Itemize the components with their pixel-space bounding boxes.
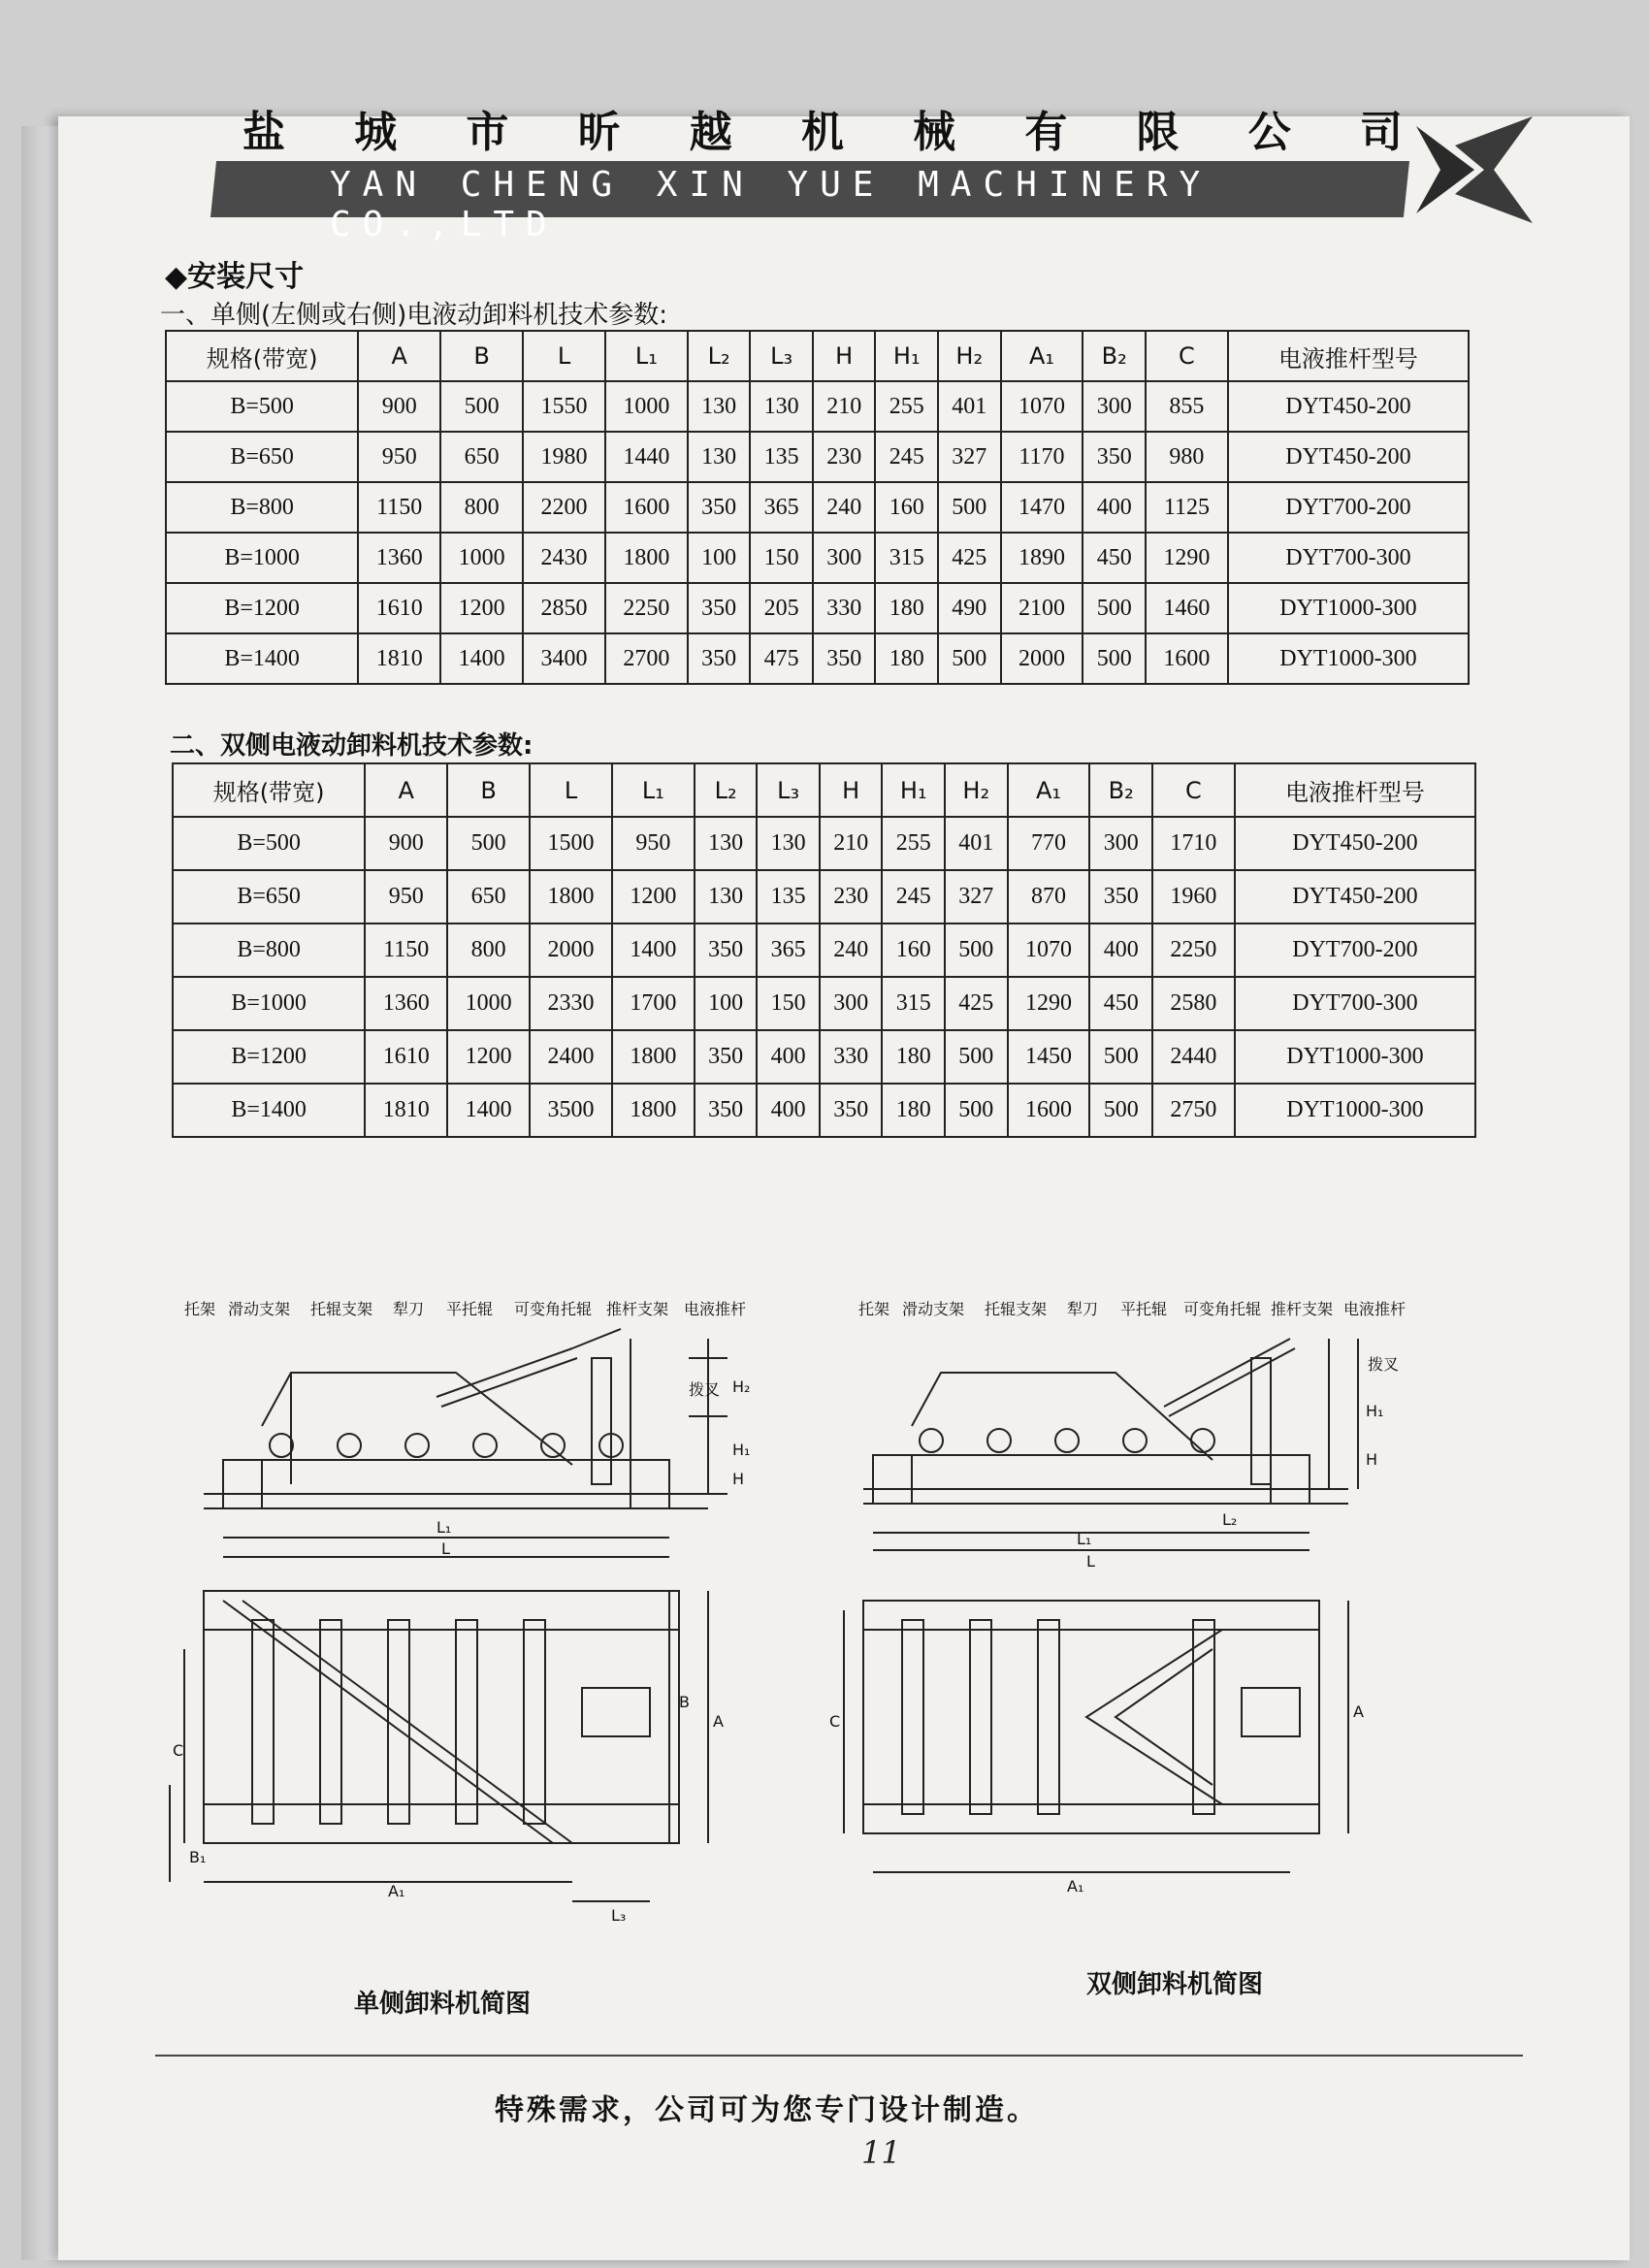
table2-cell: 150 (757, 977, 820, 1030)
table1-cell: 1070 (1001, 381, 1083, 432)
table1-header-cell: L (523, 331, 605, 381)
table2-cell: 330 (820, 1030, 883, 1084)
table1-cell: 500 (440, 381, 523, 432)
table2-cell: 401 (945, 817, 1008, 870)
table2-header-cell: H₂ (945, 763, 1008, 817)
table2-cell: 350 (695, 923, 758, 977)
dim-A-right: A (1353, 1702, 1364, 1721)
table1-cell: 2200 (523, 482, 605, 533)
table1-row (166, 381, 1469, 432)
table2-row (173, 1030, 1475, 1084)
table1-cell: 180 (875, 583, 938, 633)
table2-cell: 1200 (447, 1030, 530, 1084)
table2-cell: DYT450-200 (1235, 870, 1475, 923)
table2-cell: 1700 (612, 977, 695, 1030)
table2-header-cell: A (365, 763, 447, 817)
dim-A1-left: A₁ (388, 1882, 405, 1900)
table2-header-cell: 规格(带宽) (173, 763, 365, 817)
double-side-elevation (863, 1339, 1358, 1550)
table1-cell: 980 (1146, 432, 1228, 482)
table2-cell: 350 (1089, 870, 1152, 923)
table1-cell: 327 (938, 432, 1001, 482)
table1-cell: 2430 (523, 533, 605, 583)
double-side-spec-table (172, 762, 1476, 1138)
table2-cell: 365 (757, 923, 820, 977)
table1-cell: 1400 (440, 633, 523, 684)
table2-cell: 1600 (1008, 1084, 1090, 1137)
table1-cell: 1600 (605, 482, 688, 533)
table1-cell: 210 (813, 381, 876, 432)
table2-header-cell: B (447, 763, 530, 817)
table1-cell: 1550 (523, 381, 605, 432)
table1-cell: 855 (1146, 381, 1228, 432)
table2-cell: 130 (695, 817, 758, 870)
table1-header-cell: H (813, 331, 876, 381)
caption-double-side: 双侧卸料机简图 (1086, 1970, 1264, 1999)
label-flat-idler-left: 平托辊 (446, 1300, 494, 1318)
table2-cell: B=500 (173, 817, 365, 870)
table2-cell: 2000 (530, 923, 612, 977)
table2-cell: 180 (882, 1030, 945, 1084)
table1-cell: 245 (875, 432, 938, 482)
table2-cell: 500 (945, 1030, 1008, 1084)
table2-cell: 1800 (612, 1084, 695, 1137)
table1-cell: 1470 (1001, 482, 1083, 533)
table2-cell: B=1000 (173, 977, 365, 1030)
table1-cell: 300 (1083, 381, 1146, 432)
table1-cell: DYT700-300 (1228, 533, 1469, 583)
table2-header-cell: A₁ (1008, 763, 1090, 817)
dim-B-left: B (679, 1693, 690, 1711)
table1-header-row (166, 331, 1469, 381)
single-side-plan (170, 1591, 708, 1901)
table1-cell: 180 (875, 633, 938, 684)
table2-cell: 315 (882, 977, 945, 1030)
company-logo-icon (1416, 116, 1533, 223)
table1-cell: B=650 (166, 432, 358, 482)
table1-cell: B=1400 (166, 633, 358, 684)
table1-cell: B=1200 (166, 583, 358, 633)
dim-H1-left: H₁ (732, 1441, 751, 1459)
table2-cell: 135 (757, 870, 820, 923)
dim-L-right: L (1086, 1552, 1095, 1571)
caption-single-side: 单侧卸料机简图 (354, 1990, 532, 2019)
table1-cell: 1890 (1001, 533, 1083, 583)
table2-cell: 230 (820, 870, 883, 923)
table2-cell: 1360 (365, 977, 447, 1030)
label-sliding-frame-right: 滑动支架 (902, 1300, 965, 1318)
table2-row (173, 923, 1475, 977)
table2-header-cell: L₁ (612, 763, 695, 817)
label-bracket-right: 托架 (858, 1300, 890, 1318)
table1-cell: 135 (750, 432, 813, 482)
label-idler-frame-right: 托辊支架 (985, 1300, 1048, 1318)
book-spine (21, 126, 60, 2260)
table1-header-cell: L₂ (688, 331, 751, 381)
table2-cell: 1000 (447, 977, 530, 1030)
table2-cell: 255 (882, 817, 945, 870)
table2-header-cell: B₂ (1089, 763, 1152, 817)
table2-cell: DYT1000-300 (1235, 1084, 1475, 1137)
footer-slogan: 特殊需求，公司可为您专门设计制造。 (495, 2093, 1039, 2127)
table2-header-cell: L₃ (757, 763, 820, 817)
company-name-en: YAN CHENG XIN YUE MACHINERY CO.,LTD (330, 165, 1212, 244)
table1-header-cell: 规格(带宽) (166, 331, 358, 381)
table1-cell: 350 (688, 583, 751, 633)
table2-row (173, 870, 1475, 923)
table1-cell: 1290 (1146, 533, 1228, 583)
table2-cell: 870 (1008, 870, 1090, 923)
table2-cell: 450 (1089, 977, 1152, 1030)
table2-cell: 2750 (1152, 1084, 1235, 1137)
table2-cell: 2330 (530, 977, 612, 1030)
table2-cell: 500 (1089, 1030, 1152, 1084)
table2-cell: 1400 (612, 923, 695, 977)
table1-cell: 150 (750, 533, 813, 583)
dim-A1-right: A₁ (1067, 1877, 1084, 1895)
dim-L2-right: L₂ (1222, 1510, 1238, 1529)
table1-cell: 1125 (1146, 482, 1228, 533)
dim-H2-left: H₂ (732, 1377, 751, 1396)
table1-cell: 100 (688, 533, 751, 583)
table2-cell: 950 (612, 817, 695, 870)
table1-cell: 500 (1083, 583, 1146, 633)
dim-L-left: L (441, 1539, 450, 1558)
table2-row (173, 977, 1475, 1030)
table2-cell: B=1200 (173, 1030, 365, 1084)
table1-cell: DYT700-200 (1228, 482, 1469, 533)
table2-header-cell: C (1152, 763, 1235, 817)
table2-row (173, 1084, 1475, 1137)
table1-cell: 1440 (605, 432, 688, 482)
table1-cell: 240 (813, 482, 876, 533)
table1-cell: 490 (938, 583, 1001, 633)
company-name-cn: 盐 城 市 昕 越 机 械 有 限 公 司 (242, 108, 1406, 157)
label-bracket-left: 托架 (184, 1300, 216, 1318)
section-heading: ◆安装尺寸 (165, 260, 305, 294)
table2-cell: 2400 (530, 1030, 612, 1084)
label-pushrod-frame-right: 推杆支架 (1271, 1300, 1334, 1318)
table1-cell: 1810 (358, 633, 440, 684)
table1-row (166, 432, 1469, 482)
table1-cell: 365 (750, 482, 813, 533)
table1-cell: 315 (875, 533, 938, 583)
table1-cell: B=1000 (166, 533, 358, 583)
table1-cell: 900 (358, 381, 440, 432)
table1-cell: 350 (688, 633, 751, 684)
dim-L1-left: L₁ (436, 1518, 452, 1537)
table2-cell: 130 (757, 817, 820, 870)
table1-cell: 2250 (605, 583, 688, 633)
table2-cell: DYT700-200 (1235, 923, 1475, 977)
table2-header-row (173, 763, 1475, 817)
table2-cell: 2580 (1152, 977, 1235, 1030)
table2-cell: 327 (945, 870, 1008, 923)
dim-A-left: A (713, 1712, 724, 1731)
dim-C-right: C (829, 1712, 841, 1731)
double-side-plan (844, 1601, 1348, 1872)
table1-cell: 1200 (440, 583, 523, 633)
table2-cell: 500 (1089, 1084, 1152, 1137)
table2-cell: 1800 (530, 870, 612, 923)
table1-header-cell: B (440, 331, 523, 381)
table2-cell: 1070 (1008, 923, 1090, 977)
table1-cell: B=500 (166, 381, 358, 432)
table1-cell: 350 (1083, 432, 1146, 482)
table2-cell: 770 (1008, 817, 1090, 870)
table2-row (173, 817, 1475, 870)
dim-L1-right: L₁ (1077, 1530, 1092, 1548)
table2-cell: DYT450-200 (1235, 817, 1475, 870)
table2-cell: 400 (1089, 923, 1152, 977)
table1-cell: 1150 (358, 482, 440, 533)
table1-header-cell: B₂ (1083, 331, 1146, 381)
table1-cell: 450 (1083, 533, 1146, 583)
table2-cell: 500 (447, 817, 530, 870)
label-pushrod-frame-left: 推杆支架 (606, 1300, 669, 1318)
table1-cell: 2700 (605, 633, 688, 684)
table2-cell: 350 (695, 1084, 758, 1137)
table1-cell: 475 (750, 633, 813, 684)
label-electro-pushrod-left: 电液推杆 (684, 1300, 747, 1318)
dim-C-left: C (173, 1741, 184, 1760)
table2-cell: B=1400 (173, 1084, 365, 1137)
table1-cell: 950 (358, 432, 440, 482)
table1-cell: 2850 (523, 583, 605, 633)
table1-cell: 401 (938, 381, 1001, 432)
table1-cell: 650 (440, 432, 523, 482)
table1-cell: 500 (1083, 633, 1146, 684)
table1-cell: 2000 (1001, 633, 1083, 684)
table2-cell: 400 (757, 1084, 820, 1137)
table1-header-cell: 电液推杆型号 (1228, 331, 1469, 381)
table2-cell: 300 (820, 977, 883, 1030)
table1-cell: 205 (750, 583, 813, 633)
table1-header-cell: L₃ (750, 331, 813, 381)
single-side-elevation (204, 1329, 728, 1557)
dim-H-right: H (1366, 1450, 1378, 1469)
table2-cell: 180 (882, 1084, 945, 1137)
table2-header-cell: L (530, 763, 612, 817)
table1-cell: 2100 (1001, 583, 1083, 633)
table1-header-cell: H₂ (938, 331, 1001, 381)
table1-cell: 425 (938, 533, 1001, 583)
dim-H1-right: H₁ (1366, 1402, 1384, 1420)
table1-cell: DYT450-200 (1228, 381, 1469, 432)
table1-cell: DYT450-200 (1228, 432, 1469, 482)
table2-cell: 1610 (365, 1030, 447, 1084)
page-number: 11 (861, 2134, 901, 2171)
table2-header-cell: 电液推杆型号 (1235, 763, 1475, 817)
table2-cell: 1290 (1008, 977, 1090, 1030)
table2-cell: 900 (365, 817, 447, 870)
table2-cell: 1710 (1152, 817, 1235, 870)
table1-cell: 350 (688, 482, 751, 533)
table2-cell: 1960 (1152, 870, 1235, 923)
table1-cell: 1170 (1001, 432, 1083, 482)
table1-cell: 1800 (605, 533, 688, 583)
table2-cell: 350 (820, 1084, 883, 1137)
table1-cell: 130 (688, 381, 751, 432)
table2-cell: 650 (447, 870, 530, 923)
table2-cell: 160 (882, 923, 945, 977)
table2-cell: 1200 (612, 870, 695, 923)
table2-cell: DYT700-300 (1235, 977, 1475, 1030)
table2-cell: 1150 (365, 923, 447, 977)
table2-cell: 2440 (1152, 1030, 1235, 1084)
label-plough-right: 犁刀 (1067, 1300, 1099, 1318)
table2-cell: 800 (447, 923, 530, 977)
table2-cell: 300 (1089, 817, 1152, 870)
table1-cell: 1610 (358, 583, 440, 633)
table2-cell: 1450 (1008, 1030, 1090, 1084)
table2-cell: 425 (945, 977, 1008, 1030)
table1-cell: 3400 (523, 633, 605, 684)
label-idler-frame-left: 托辊支架 (310, 1300, 373, 1318)
discharger-diagrams (165, 1300, 1523, 2057)
table1-cell: 1360 (358, 533, 440, 583)
footer-divider (155, 2055, 1523, 2057)
table2-header-cell: L₂ (695, 763, 758, 817)
table2-cell: DYT1000-300 (1235, 1030, 1475, 1084)
table1-header-cell: A (358, 331, 440, 381)
table1-cell: 1980 (523, 432, 605, 482)
table1-cell: DYT1000-300 (1228, 583, 1469, 633)
table1-cell: 130 (688, 432, 751, 482)
label-flat-idler-right: 平托辊 (1120, 1300, 1168, 1318)
table1-cell: 330 (813, 583, 876, 633)
table2-cell: 210 (820, 817, 883, 870)
table2-cell: 400 (757, 1030, 820, 1084)
table2-cell: 500 (945, 923, 1008, 977)
table2-cell: 100 (695, 977, 758, 1030)
table1-row (166, 633, 1469, 684)
table1-header-cell: A₁ (1001, 331, 1083, 381)
table1-cell: B=800 (166, 482, 358, 533)
dim-B1-left: B₁ (189, 1848, 207, 1866)
table2-cell: 950 (365, 870, 447, 923)
table1-cell: 350 (813, 633, 876, 684)
table1-cell: 130 (750, 381, 813, 432)
table2-header-cell: H (820, 763, 883, 817)
table1-cell: 1000 (605, 381, 688, 432)
label-fork-right: 拨叉 (1368, 1355, 1400, 1374)
table2-cell: 1810 (365, 1084, 447, 1137)
table1-cell: 230 (813, 432, 876, 482)
table1-cell: 500 (938, 633, 1001, 684)
table2-cell: 350 (695, 1030, 758, 1084)
table1-cell: 500 (938, 482, 1001, 533)
label-variable-idler-left: 可变角托辊 (514, 1300, 593, 1318)
dim-H-left: H (732, 1470, 745, 1488)
table2-cell: 245 (882, 870, 945, 923)
table1-row (166, 482, 1469, 533)
table1-row (166, 583, 1469, 633)
table2-cell: 1800 (612, 1030, 695, 1084)
table2-cell: 240 (820, 923, 883, 977)
table2-cell: 130 (695, 870, 758, 923)
table1-cell: 255 (875, 381, 938, 432)
table2-title: 二、双侧电液动卸料机技术参数: (170, 731, 534, 761)
table1-cell: 1600 (1146, 633, 1228, 684)
company-banner (126, 78, 1445, 244)
table2-header-cell: H₁ (882, 763, 945, 817)
table1-row (166, 533, 1469, 583)
label-plough-left: 犁刀 (393, 1300, 425, 1318)
table2-cell: 2250 (1152, 923, 1235, 977)
table1-cell: DYT1000-300 (1228, 633, 1469, 684)
table1-cell: 1460 (1146, 583, 1228, 633)
table2-cell: 1500 (530, 817, 612, 870)
table2-cell: 1400 (447, 1084, 530, 1137)
single-side-spec-table (165, 330, 1470, 685)
label-sliding-frame-left: 滑动支架 (228, 1300, 291, 1318)
label-variable-idler-right: 可变角托辊 (1183, 1300, 1262, 1318)
table2-cell: 3500 (530, 1084, 612, 1137)
table2-cell: 500 (945, 1084, 1008, 1137)
table1-cell: 160 (875, 482, 938, 533)
table1-cell: 800 (440, 482, 523, 533)
table1-title: 一、单侧(左侧或右侧)电液动卸料机技术参数: (160, 301, 668, 330)
label-electro-pushrod-right: 电液推杆 (1343, 1300, 1406, 1318)
table1-cell: 300 (813, 533, 876, 583)
table1-cell: 1000 (440, 533, 523, 583)
label-fork-left: 拨叉 (689, 1380, 721, 1399)
table1-cell: 400 (1083, 482, 1146, 533)
table1-header-cell: L₁ (605, 331, 688, 381)
table1-header-cell: C (1146, 331, 1228, 381)
dim-L3-left: L₃ (611, 1906, 627, 1925)
table1-header-cell: H₁ (875, 331, 938, 381)
table2-cell: B=800 (173, 923, 365, 977)
table2-cell: B=650 (173, 870, 365, 923)
